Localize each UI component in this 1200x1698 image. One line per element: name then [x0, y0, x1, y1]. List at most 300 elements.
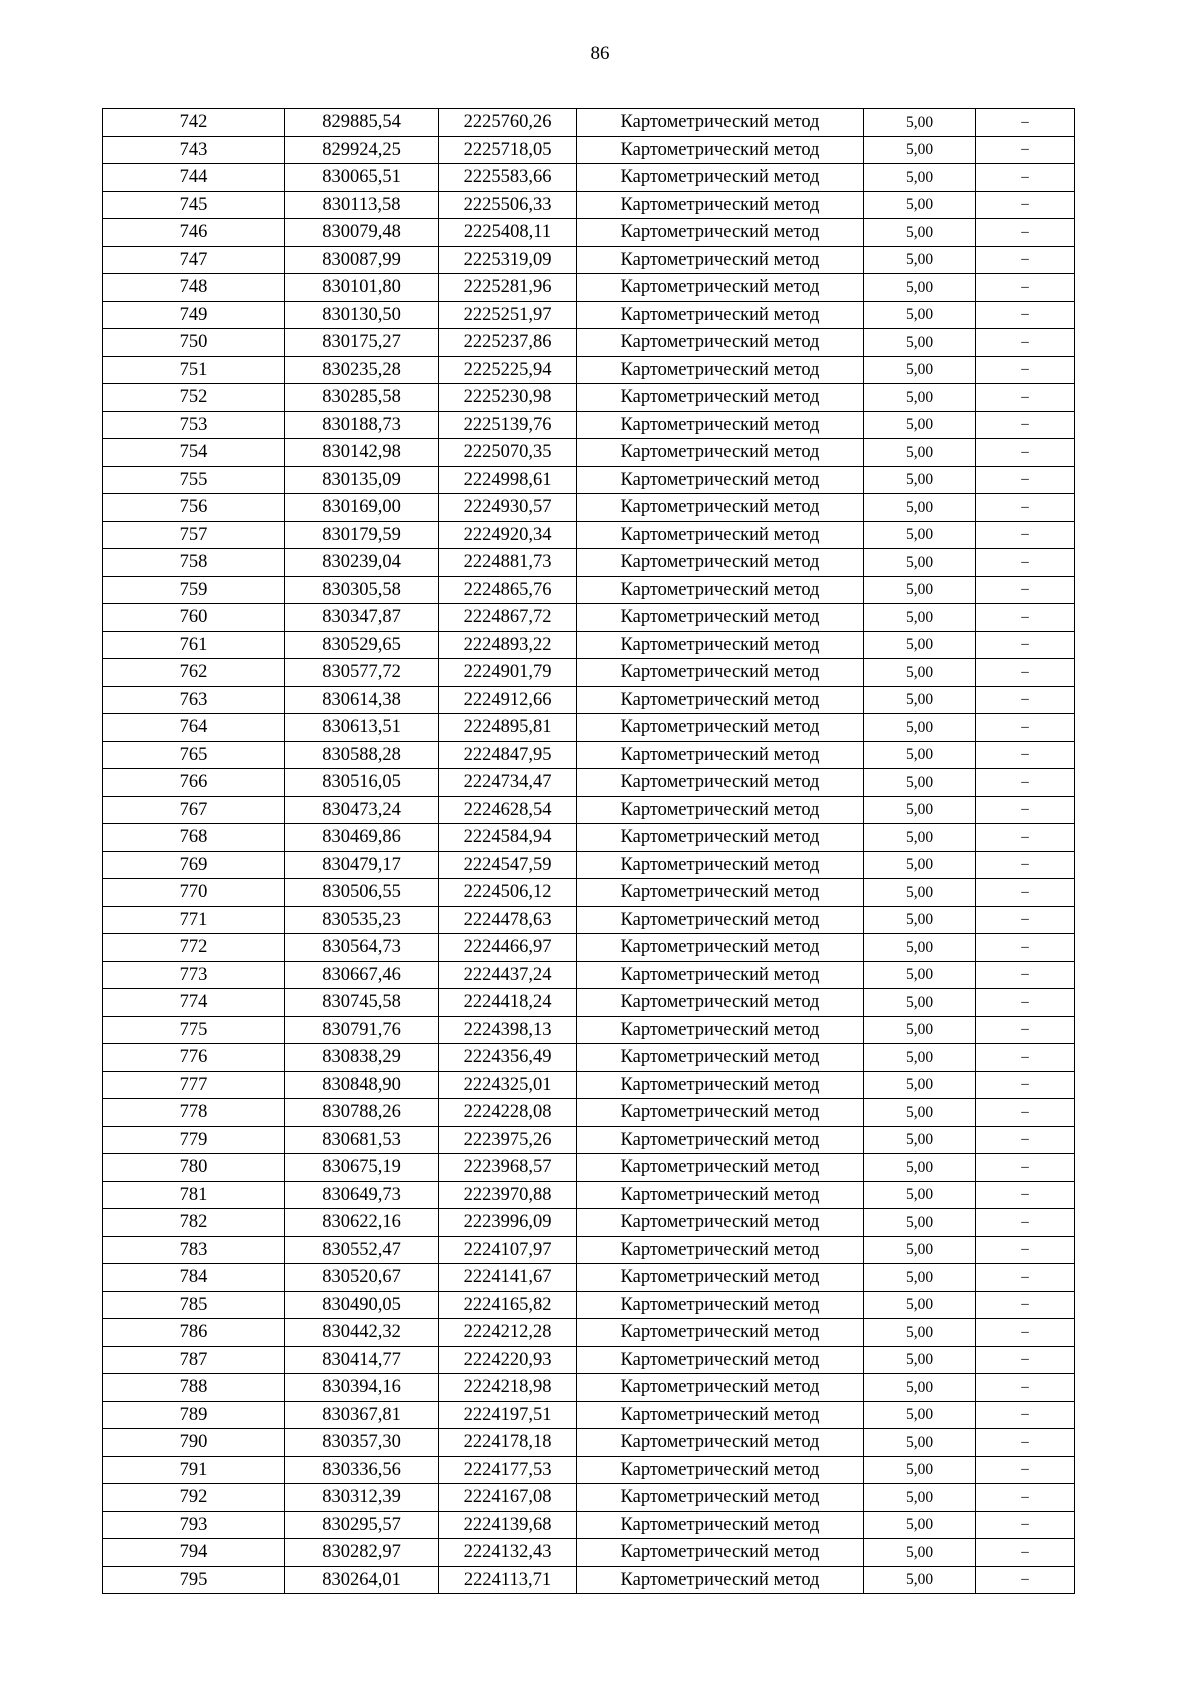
table-row	[103, 659, 1075, 687]
method-cell: Картометрический метод	[577, 741, 864, 769]
point-number-cell: 793	[103, 1511, 285, 1539]
description-cell: –	[976, 989, 1075, 1017]
accuracy-cell: 5,00	[864, 1566, 976, 1594]
x-coordinate-cell: 830087,99	[285, 246, 439, 274]
method-cell: Картометрический метод	[577, 989, 864, 1017]
point-number-cell: 762	[103, 659, 285, 687]
point-number-cell: 742	[103, 109, 285, 137]
accuracy-cell: 5,00	[864, 741, 976, 769]
point-number-cell: 787	[103, 1346, 285, 1374]
x-coordinate-cell: 830490,05	[285, 1291, 439, 1319]
method-cell: Картометрический метод	[577, 879, 864, 907]
coordinates-table	[102, 108, 1075, 1594]
table-row	[103, 356, 1075, 384]
point-number-cell: 788	[103, 1374, 285, 1402]
point-number-cell: 767	[103, 796, 285, 824]
point-number-cell: 755	[103, 466, 285, 494]
table-row	[103, 109, 1075, 137]
y-coordinate-cell: 2225319,09	[439, 246, 577, 274]
x-coordinate-cell: 830235,28	[285, 356, 439, 384]
y-coordinate-cell: 2224197,51	[439, 1401, 577, 1429]
description-cell: –	[976, 1374, 1075, 1402]
point-number-cell: 771	[103, 906, 285, 934]
method-cell: Картометрический метод	[577, 1484, 864, 1512]
table-row	[103, 1071, 1075, 1099]
accuracy-cell: 5,00	[864, 219, 976, 247]
x-coordinate-cell: 830745,58	[285, 989, 439, 1017]
table-row	[103, 961, 1075, 989]
table-row	[103, 549, 1075, 577]
x-coordinate-cell: 830535,23	[285, 906, 439, 934]
method-cell: Картометрический метод	[577, 769, 864, 797]
point-number-cell: 778	[103, 1099, 285, 1127]
accuracy-cell: 5,00	[864, 1374, 976, 1402]
description-cell: –	[976, 1511, 1075, 1539]
method-cell: Картометрический метод	[577, 411, 864, 439]
x-coordinate-cell: 830135,09	[285, 466, 439, 494]
description-cell: –	[976, 934, 1075, 962]
y-coordinate-cell: 2223970,88	[439, 1181, 577, 1209]
y-coordinate-cell: 2223975,26	[439, 1126, 577, 1154]
x-coordinate-cell: 830506,55	[285, 879, 439, 907]
accuracy-cell: 5,00	[864, 1181, 976, 1209]
method-cell: Картометрический метод	[577, 796, 864, 824]
x-coordinate-cell: 830675,19	[285, 1154, 439, 1182]
description-cell: –	[976, 439, 1075, 467]
x-coordinate-cell: 830079,48	[285, 219, 439, 247]
description-cell: –	[976, 1181, 1075, 1209]
point-number-cell: 792	[103, 1484, 285, 1512]
method-cell: Картометрический метод	[577, 1429, 864, 1457]
table-row	[103, 1154, 1075, 1182]
y-coordinate-cell: 2225237,86	[439, 329, 577, 357]
point-number-cell: 751	[103, 356, 285, 384]
point-number-cell: 746	[103, 219, 285, 247]
x-coordinate-cell: 830336,56	[285, 1456, 439, 1484]
table-row	[103, 521, 1075, 549]
table-row	[103, 576, 1075, 604]
point-number-cell: 784	[103, 1264, 285, 1292]
table-row	[103, 164, 1075, 192]
x-coordinate-cell: 830442,32	[285, 1319, 439, 1347]
table-row	[103, 411, 1075, 439]
accuracy-cell: 5,00	[864, 1484, 976, 1512]
description-cell: –	[976, 411, 1075, 439]
x-coordinate-cell: 830285,58	[285, 384, 439, 412]
accuracy-cell: 5,00	[864, 824, 976, 852]
description-cell: –	[976, 246, 1075, 274]
x-coordinate-cell: 830169,00	[285, 494, 439, 522]
description-cell: –	[976, 1209, 1075, 1237]
y-coordinate-cell: 2225225,94	[439, 356, 577, 384]
table-row	[103, 989, 1075, 1017]
accuracy-cell: 5,00	[864, 1511, 976, 1539]
point-number-cell: 747	[103, 246, 285, 274]
description-cell: –	[976, 1264, 1075, 1292]
method-cell: Картометрический метод	[577, 301, 864, 329]
method-cell: Картометрический метод	[577, 1126, 864, 1154]
accuracy-cell: 5,00	[864, 356, 976, 384]
description-cell: –	[976, 301, 1075, 329]
accuracy-cell: 5,00	[864, 659, 976, 687]
accuracy-cell: 5,00	[864, 384, 976, 412]
coordinates-table-body	[103, 109, 1075, 1594]
point-number-cell: 772	[103, 934, 285, 962]
accuracy-cell: 5,00	[864, 1126, 976, 1154]
y-coordinate-cell: 2224228,08	[439, 1099, 577, 1127]
accuracy-cell: 5,00	[864, 1016, 976, 1044]
point-number-cell: 783	[103, 1236, 285, 1264]
point-number-cell: 769	[103, 851, 285, 879]
y-coordinate-cell: 2224220,93	[439, 1346, 577, 1374]
point-number-cell: 781	[103, 1181, 285, 1209]
x-coordinate-cell: 830367,81	[285, 1401, 439, 1429]
point-number-cell: 763	[103, 686, 285, 714]
table-row	[103, 1099, 1075, 1127]
method-cell: Картометрический метод	[577, 1044, 864, 1072]
y-coordinate-cell: 2224325,01	[439, 1071, 577, 1099]
accuracy-cell: 5,00	[864, 164, 976, 192]
point-number-cell: 770	[103, 879, 285, 907]
x-coordinate-cell: 830588,28	[285, 741, 439, 769]
accuracy-cell: 5,00	[864, 549, 976, 577]
table-row	[103, 384, 1075, 412]
point-number-cell: 757	[103, 521, 285, 549]
accuracy-cell: 5,00	[864, 879, 976, 907]
accuracy-cell: 5,00	[864, 989, 976, 1017]
point-number-cell: 776	[103, 1044, 285, 1072]
method-cell: Картометрический метод	[577, 824, 864, 852]
method-cell: Картометрический метод	[577, 329, 864, 357]
method-cell: Картометрический метод	[577, 549, 864, 577]
method-cell: Картометрический метод	[577, 274, 864, 302]
table-row	[103, 1374, 1075, 1402]
description-cell: –	[976, 1126, 1075, 1154]
y-coordinate-cell: 2224437,24	[439, 961, 577, 989]
description-cell: –	[976, 604, 1075, 632]
description-cell: –	[976, 549, 1075, 577]
description-cell: –	[976, 576, 1075, 604]
method-cell: Картометрический метод	[577, 1099, 864, 1127]
point-number-cell: 744	[103, 164, 285, 192]
description-cell: –	[976, 274, 1075, 302]
accuracy-cell: 5,00	[864, 1291, 976, 1319]
method-cell: Картометрический метод	[577, 521, 864, 549]
description-cell: –	[976, 1071, 1075, 1099]
description-cell: –	[976, 466, 1075, 494]
x-coordinate-cell: 830848,90	[285, 1071, 439, 1099]
method-cell: Картометрический метод	[577, 659, 864, 687]
description-cell: –	[976, 1016, 1075, 1044]
method-cell: Картометрический метод	[577, 604, 864, 632]
table-row	[103, 1016, 1075, 1044]
description-cell: –	[976, 384, 1075, 412]
accuracy-cell: 5,00	[864, 576, 976, 604]
description-cell: –	[976, 714, 1075, 742]
description-cell: –	[976, 219, 1075, 247]
point-number-cell: 759	[103, 576, 285, 604]
x-coordinate-cell: 830347,87	[285, 604, 439, 632]
point-number-cell: 774	[103, 989, 285, 1017]
description-cell: –	[976, 659, 1075, 687]
point-number-cell: 779	[103, 1126, 285, 1154]
table-row	[103, 1401, 1075, 1429]
accuracy-cell: 5,00	[864, 274, 976, 302]
x-coordinate-cell: 830479,17	[285, 851, 439, 879]
y-coordinate-cell: 2225506,33	[439, 191, 577, 219]
x-coordinate-cell: 830613,51	[285, 714, 439, 742]
table-row	[103, 1264, 1075, 1292]
table-row	[103, 1346, 1075, 1374]
y-coordinate-cell: 2224177,53	[439, 1456, 577, 1484]
accuracy-cell: 5,00	[864, 1401, 976, 1429]
method-cell: Картометрический метод	[577, 1236, 864, 1264]
method-cell: Картометрический метод	[577, 109, 864, 137]
table-row	[103, 686, 1075, 714]
x-coordinate-cell: 830552,47	[285, 1236, 439, 1264]
point-number-cell: 791	[103, 1456, 285, 1484]
method-cell: Картометрический метод	[577, 1319, 864, 1347]
table-row	[103, 1044, 1075, 1072]
accuracy-cell: 5,00	[864, 1319, 976, 1347]
point-number-cell: 743	[103, 136, 285, 164]
table-row	[103, 1181, 1075, 1209]
description-cell: –	[976, 1099, 1075, 1127]
x-coordinate-cell: 830564,73	[285, 934, 439, 962]
x-coordinate-cell: 830188,73	[285, 411, 439, 439]
description-cell: –	[976, 1539, 1075, 1567]
point-number-cell: 777	[103, 1071, 285, 1099]
accuracy-cell: 5,00	[864, 301, 976, 329]
method-cell: Картометрический метод	[577, 934, 864, 962]
accuracy-cell: 5,00	[864, 1456, 976, 1484]
x-coordinate-cell: 830577,72	[285, 659, 439, 687]
x-coordinate-cell: 830788,26	[285, 1099, 439, 1127]
y-coordinate-cell: 2223968,57	[439, 1154, 577, 1182]
table-row	[103, 1236, 1075, 1264]
accuracy-cell: 5,00	[864, 136, 976, 164]
accuracy-cell: 5,00	[864, 1099, 976, 1127]
point-number-cell: 766	[103, 769, 285, 797]
table-row	[103, 494, 1075, 522]
point-number-cell: 786	[103, 1319, 285, 1347]
method-cell: Картометрический метод	[577, 1209, 864, 1237]
y-coordinate-cell: 2224893,22	[439, 631, 577, 659]
method-cell: Картометрический метод	[577, 219, 864, 247]
point-number-cell: 753	[103, 411, 285, 439]
description-cell: –	[976, 1566, 1075, 1594]
method-cell: Картометрический метод	[577, 906, 864, 934]
method-cell: Картометрический метод	[577, 356, 864, 384]
x-coordinate-cell: 830305,58	[285, 576, 439, 604]
x-coordinate-cell: 830295,57	[285, 1511, 439, 1539]
description-cell: –	[976, 356, 1075, 384]
table-row	[103, 301, 1075, 329]
table-row	[103, 1456, 1075, 1484]
point-number-cell: 789	[103, 1401, 285, 1429]
method-cell: Картометрический метод	[577, 1346, 864, 1374]
point-number-cell: 794	[103, 1539, 285, 1567]
x-coordinate-cell: 830179,59	[285, 521, 439, 549]
point-number-cell: 756	[103, 494, 285, 522]
accuracy-cell: 5,00	[864, 246, 976, 274]
accuracy-cell: 5,00	[864, 439, 976, 467]
table-row	[103, 1209, 1075, 1237]
x-coordinate-cell: 830649,73	[285, 1181, 439, 1209]
point-number-cell: 748	[103, 274, 285, 302]
y-coordinate-cell: 2225583,66	[439, 164, 577, 192]
x-coordinate-cell: 830838,29	[285, 1044, 439, 1072]
x-coordinate-cell: 830175,27	[285, 329, 439, 357]
table-row	[103, 274, 1075, 302]
description-cell: –	[976, 906, 1075, 934]
method-cell: Картометрический метод	[577, 576, 864, 604]
y-coordinate-cell: 2224912,66	[439, 686, 577, 714]
table-row	[103, 604, 1075, 632]
table-row	[103, 466, 1075, 494]
y-coordinate-cell: 2224628,54	[439, 796, 577, 824]
point-number-cell: 780	[103, 1154, 285, 1182]
x-coordinate-cell: 830142,98	[285, 439, 439, 467]
description-cell: –	[976, 1044, 1075, 1072]
point-number-cell: 760	[103, 604, 285, 632]
x-coordinate-cell: 830681,53	[285, 1126, 439, 1154]
point-number-cell: 790	[103, 1429, 285, 1457]
x-coordinate-cell: 830264,01	[285, 1566, 439, 1594]
accuracy-cell: 5,00	[864, 1346, 976, 1374]
y-coordinate-cell: 2224418,24	[439, 989, 577, 1017]
method-cell: Картометрический метод	[577, 1181, 864, 1209]
table-row	[103, 191, 1075, 219]
point-number-cell: 795	[103, 1566, 285, 1594]
point-number-cell: 749	[103, 301, 285, 329]
y-coordinate-cell: 2224920,34	[439, 521, 577, 549]
method-cell: Картометрический метод	[577, 631, 864, 659]
table-row	[103, 1429, 1075, 1457]
description-cell: –	[976, 1291, 1075, 1319]
x-coordinate-cell: 830357,30	[285, 1429, 439, 1457]
table-row	[103, 1539, 1075, 1567]
point-number-cell: 765	[103, 741, 285, 769]
y-coordinate-cell: 2224167,08	[439, 1484, 577, 1512]
x-coordinate-cell: 830130,50	[285, 301, 439, 329]
description-cell: –	[976, 851, 1075, 879]
y-coordinate-cell: 2224139,68	[439, 1511, 577, 1539]
y-coordinate-cell: 2224734,47	[439, 769, 577, 797]
y-coordinate-cell: 2224506,12	[439, 879, 577, 907]
y-coordinate-cell: 2224547,59	[439, 851, 577, 879]
description-cell: –	[976, 879, 1075, 907]
table-row	[103, 329, 1075, 357]
x-coordinate-cell: 830516,05	[285, 769, 439, 797]
y-coordinate-cell: 2225139,76	[439, 411, 577, 439]
description-cell: –	[976, 769, 1075, 797]
y-coordinate-cell: 2224165,82	[439, 1291, 577, 1319]
method-cell: Картометрический метод	[577, 686, 864, 714]
y-coordinate-cell: 2224356,49	[439, 1044, 577, 1072]
accuracy-cell: 5,00	[864, 1264, 976, 1292]
x-coordinate-cell: 830667,46	[285, 961, 439, 989]
accuracy-cell: 5,00	[864, 686, 976, 714]
point-number-cell: 750	[103, 329, 285, 357]
y-coordinate-cell: 2224584,94	[439, 824, 577, 852]
table-row	[103, 1566, 1075, 1594]
description-cell: –	[976, 796, 1075, 824]
x-coordinate-cell: 830473,24	[285, 796, 439, 824]
y-coordinate-cell: 2224847,95	[439, 741, 577, 769]
accuracy-cell: 5,00	[864, 604, 976, 632]
method-cell: Картометрический метод	[577, 1401, 864, 1429]
point-number-cell: 775	[103, 1016, 285, 1044]
y-coordinate-cell: 2224141,67	[439, 1264, 577, 1292]
point-number-cell: 768	[103, 824, 285, 852]
point-number-cell: 758	[103, 549, 285, 577]
table-row	[103, 906, 1075, 934]
method-cell: Картометрический метод	[577, 164, 864, 192]
y-coordinate-cell: 2224113,71	[439, 1566, 577, 1594]
description-cell: –	[976, 824, 1075, 852]
method-cell: Картометрический метод	[577, 961, 864, 989]
point-number-cell: 754	[103, 439, 285, 467]
x-coordinate-cell: 830282,97	[285, 1539, 439, 1567]
method-cell: Картометрический метод	[577, 136, 864, 164]
description-cell: –	[976, 1456, 1075, 1484]
description-cell: –	[976, 741, 1075, 769]
point-number-cell: 764	[103, 714, 285, 742]
point-number-cell: 782	[103, 1209, 285, 1237]
method-cell: Картометрический метод	[577, 466, 864, 494]
description-cell: –	[976, 109, 1075, 137]
y-coordinate-cell: 2224998,61	[439, 466, 577, 494]
accuracy-cell: 5,00	[864, 466, 976, 494]
y-coordinate-cell: 2225251,97	[439, 301, 577, 329]
accuracy-cell: 5,00	[864, 1044, 976, 1072]
y-coordinate-cell: 2225718,05	[439, 136, 577, 164]
method-cell: Картометрический метод	[577, 439, 864, 467]
x-coordinate-cell: 830394,16	[285, 1374, 439, 1402]
y-coordinate-cell: 2224901,79	[439, 659, 577, 687]
accuracy-cell: 5,00	[864, 191, 976, 219]
y-coordinate-cell: 2224930,57	[439, 494, 577, 522]
y-coordinate-cell: 2224398,13	[439, 1016, 577, 1044]
y-coordinate-cell: 2224212,28	[439, 1319, 577, 1347]
point-number-cell: 752	[103, 384, 285, 412]
table-row	[103, 934, 1075, 962]
y-coordinate-cell: 2224218,98	[439, 1374, 577, 1402]
x-coordinate-cell: 830791,76	[285, 1016, 439, 1044]
y-coordinate-cell: 2224865,76	[439, 576, 577, 604]
table-row	[103, 246, 1075, 274]
table-row	[103, 1291, 1075, 1319]
accuracy-cell: 5,00	[864, 1429, 976, 1457]
description-cell: –	[976, 521, 1075, 549]
description-cell: –	[976, 1484, 1075, 1512]
table-row	[103, 741, 1075, 769]
table-row	[103, 136, 1075, 164]
y-coordinate-cell: 2224478,63	[439, 906, 577, 934]
description-cell: –	[976, 631, 1075, 659]
x-coordinate-cell: 830614,38	[285, 686, 439, 714]
y-coordinate-cell: 2224867,72	[439, 604, 577, 632]
method-cell: Картометрический метод	[577, 1511, 864, 1539]
table-row	[103, 1484, 1075, 1512]
method-cell: Картометрический метод	[577, 1456, 864, 1484]
method-cell: Картометрический метод	[577, 246, 864, 274]
description-cell: –	[976, 961, 1075, 989]
x-coordinate-cell: 829924,25	[285, 136, 439, 164]
accuracy-cell: 5,00	[864, 934, 976, 962]
point-number-cell: 745	[103, 191, 285, 219]
